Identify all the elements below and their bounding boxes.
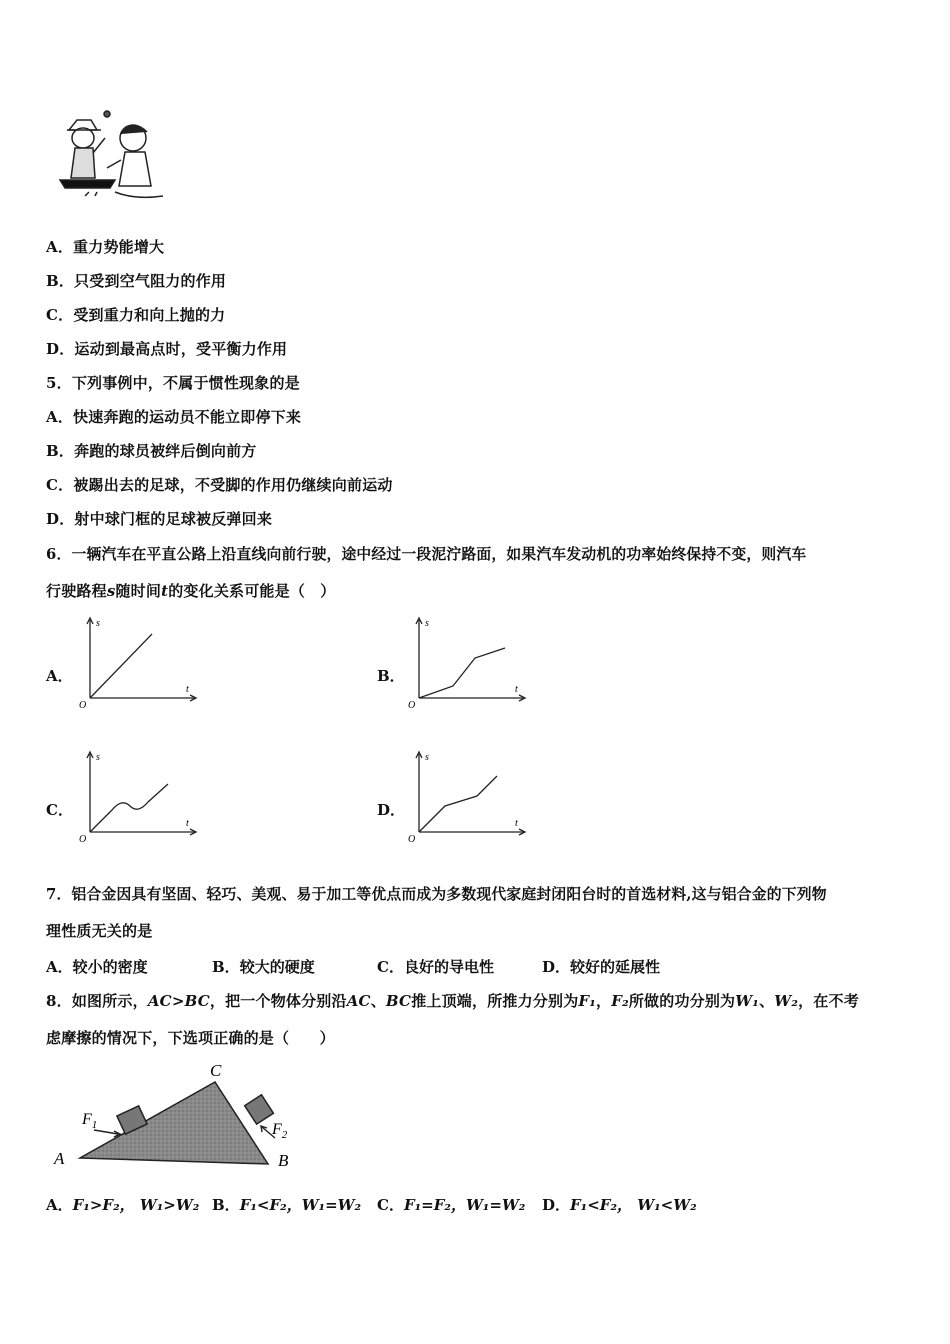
graph-a-axis-y: s: [96, 618, 100, 629]
graph-a-axis-x: t: [186, 684, 189, 695]
graph-a: [76, 612, 202, 712]
q7-option-a[interactable]: A．较小的密度: [46, 958, 148, 976]
q6-option-a[interactable]: A．: [46, 667, 73, 685]
q7-stem-line1: 7．铝合金因具有坚固、轻巧、美观、易于加工等优点而成为多数现代家庭封闭阳台时的首选材料,这与铝合金的下列物: [46, 886, 827, 903]
q4-option-c[interactable]: C．受到重力和向上抛的力: [46, 306, 226, 324]
cartoon-illustration: [55, 108, 167, 200]
q6-option-d[interactable]: D．: [377, 801, 406, 819]
graph-b-origin: O: [408, 700, 416, 711]
q6-stem-line1: 6．一辆汽车在平直公路上沿直线向前行驶，途中经过一段泥泞路面，如果汽车发动机的功率始终保持不变，则汽车: [46, 546, 807, 563]
label-b: B: [278, 1151, 289, 1170]
graph-d-axis-y: s: [425, 752, 429, 763]
q5-option-b[interactable]: B．奔跑的球员被绊后倒向前方: [46, 442, 257, 460]
graph-b-axis-y: s: [425, 618, 429, 629]
graph-a-origin: O: [79, 700, 87, 711]
q6-stem-line2: 行驶路程s随时间t的变化关系可能是（ ）: [46, 582, 336, 600]
label-f1: $F_1$: [82, 1111, 98, 1131]
graph-c-axis-y: s: [96, 752, 100, 763]
label-f2: $F_2$: [272, 1121, 288, 1141]
label-a: A: [54, 1149, 65, 1168]
q8-option-a[interactable]: A．F₁>F₂， W₁>W₂: [46, 1196, 200, 1214]
q7-option-c[interactable]: C．良好的导电性: [377, 958, 494, 976]
q5-option-c[interactable]: C．被踢出去的足球，不受脚的作用仍继续向前运动: [46, 476, 393, 494]
graph-b: [405, 612, 531, 712]
block-on-bc: [245, 1095, 274, 1124]
graph-a-curve: [90, 634, 152, 698]
graph-b-curve: [419, 648, 505, 698]
incline-triangle: [80, 1082, 268, 1164]
graph-d-axis-x: t: [515, 818, 518, 829]
graph-c-axis-x: t: [186, 818, 189, 829]
q7-stem-line2: 理性质无关的是: [46, 922, 153, 940]
q7-option-b[interactable]: B．较大的硬度: [212, 958, 315, 976]
q5-option-a[interactable]: A．快速奔跑的运动员不能立即停下来: [46, 408, 302, 426]
graph-c-origin: O: [79, 834, 87, 845]
graph-d: [405, 746, 531, 846]
q5-option-d[interactable]: D．射中球门框的足球被反弹回来: [46, 510, 273, 528]
q6-option-c[interactable]: C．: [46, 801, 73, 819]
graph-c-curve: [90, 784, 168, 832]
q5-stem: 5．下列事例中，不属于惯性现象的是: [46, 374, 300, 392]
label-c: C: [210, 1061, 222, 1080]
q4-option-d[interactable]: D．运动到最高点时，受平衡力作用: [46, 340, 288, 358]
q8-option-c[interactable]: C．F₁=F₂，W₁=W₂: [377, 1196, 526, 1214]
q7-option-d[interactable]: D．较好的延展性: [542, 958, 661, 976]
q8-stem-line1: 8．如图所示，AC>BC，把一个物体分别沿AC、BC推上顶端，所推力分别为F₁，F₂所做的功分别为W₁、W₂，在不考: [46, 992, 859, 1010]
q8-triangle-figure: [50, 1058, 300, 1173]
q6-option-b[interactable]: B．: [377, 667, 405, 685]
q8-stem-line2: 虑摩擦的情况下，下选项正确的是（ ）: [46, 1029, 335, 1047]
graph-d-origin: O: [408, 834, 416, 845]
q4-option-a[interactable]: A．重力势能增大: [46, 238, 165, 256]
graph-d-curve: [419, 776, 497, 832]
q4-option-b[interactable]: B．只受到空气阻力的作用: [46, 272, 227, 290]
q8-option-b[interactable]: B．F₁<F₂，W₁=W₂: [212, 1196, 362, 1214]
q8-option-d[interactable]: D．F₁<F₂， W₁<W₂: [542, 1196, 697, 1214]
graph-c: [76, 746, 202, 846]
graph-b-axis-x: t: [515, 684, 518, 695]
